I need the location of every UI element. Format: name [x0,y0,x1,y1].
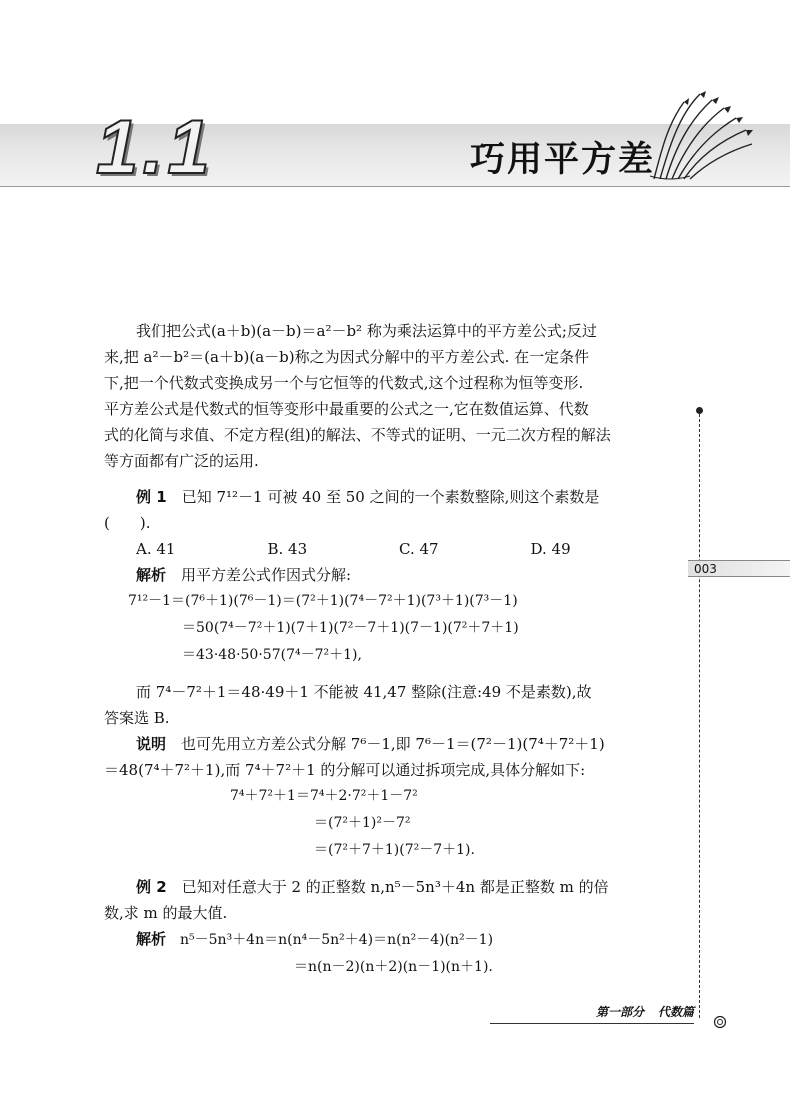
page-body [104,318,662,981]
grass-ornament-icon [640,84,760,184]
example1-analysis: 解析 用平方差公式作因式分解: [136,566,352,584]
example1-note-cont: ＝48(7⁴＋7²＋1),而 7⁴＋7²＋1 的分解可以通过拆项完成,具体分解如下: [104,761,586,779]
intro-line: 来,把 a²－b²＝(a＋b)(a－b)称之为因式分解中的平方差公式. 在一定条件 [104,348,590,366]
intro-line: 式的化简与求值、不定方程(组)的解法、不等式的证明、一元二次方程的解法 [104,426,611,444]
analysis-label: 解析 [136,930,167,948]
equation-line: ＝43·48·50·57(7⁴－7²＋1), [182,647,362,663]
equation-line: ＝50(7⁴－7²＋1)(7＋1)(7²－7＋1)(7－1)(7²＋7＋1) [182,620,519,636]
note-label: 说明 [136,735,167,753]
page-number: 003 [688,560,790,577]
example2-label: 例 2 [136,878,167,896]
equation-line: 7¹²－1＝(7⁶＋1)(7⁶－1)＝(7²＋1)(7⁴－7²＋1)(7³＋1)(7³－1) [128,593,518,609]
footer-part: 第一部分 [595,1005,644,1019]
example1-question: 例 1 已知 7¹²－1 可被 40 至 50 之间的一个素数整除,则这个素数是 [136,488,600,506]
section-title: 巧用平方差 [470,140,656,180]
margin-dashed-line [699,414,700,1018]
example1-label: 例 1 [136,488,167,506]
example1-note: 说明 也可先用立方差公式分解 7⁶－1,即 7⁶－1＝(7²－1)(7⁴＋7²＋1) [136,735,605,753]
equation-line: ＝n(n－2)(n＋2)(n－1)(n＋1). [294,959,493,975]
example1-question-cont: ( ). [104,514,151,532]
example2-analysis: 解析 n⁵－5n³＋4n＝n(n⁴－5n²＋4)＝n(n²－4)(n²－1) [136,930,494,948]
equation-line: ＝(7²＋7＋1)(7²－7＋1). [314,842,475,858]
choice-a: A. 41 [136,540,176,558]
margin-dot [696,407,703,414]
choice-b: B. 43 [267,540,308,558]
intro-line: 等方面都有广泛的运用. [104,452,259,470]
example1-conclusion: 而 7⁴－7²＋1＝48·49＋1 不能被 41,47 整除(注意:49 不是素数),故 [136,683,592,701]
choice-d: D. 49 [530,540,571,558]
intro-line: 平方差公式是代数式的恒等变形中最重要的公式之一,它在数值运算、代数 [104,400,589,418]
running-footer [490,1003,694,1024]
example2-question-cont: 数,求 m 的最大值. [104,904,228,922]
analysis-label: 解析 [136,566,167,584]
example1-choices [104,536,662,562]
equation-line: 7⁴＋7²＋1＝7⁴＋2·7²＋1－7² [230,788,418,804]
footer-ring-icon [713,1015,727,1029]
choice-c: C. 47 [399,540,439,558]
intro-line: 下,把一个代数式变换成另一个与它恒等的代数式,这个过程称为恒等变形. [104,374,584,392]
intro-line: 我们把公式(a＋b)(a－b)＝a²－b² 称为乘法运算中的平方差公式;反过 [136,322,597,340]
section-number: 1.1 [96,105,214,190]
footer-chapter: 代数篇 [657,1005,694,1019]
equation-line: ＝(7²＋1)²－7² [314,815,411,831]
example1-conclusion-cont: 答案选 B. [104,709,170,727]
example2-question: 例 2 已知对任意大于 2 的正整数 n,n⁵－5n³＋4n 都是正整数 m 的倍 [136,878,609,896]
